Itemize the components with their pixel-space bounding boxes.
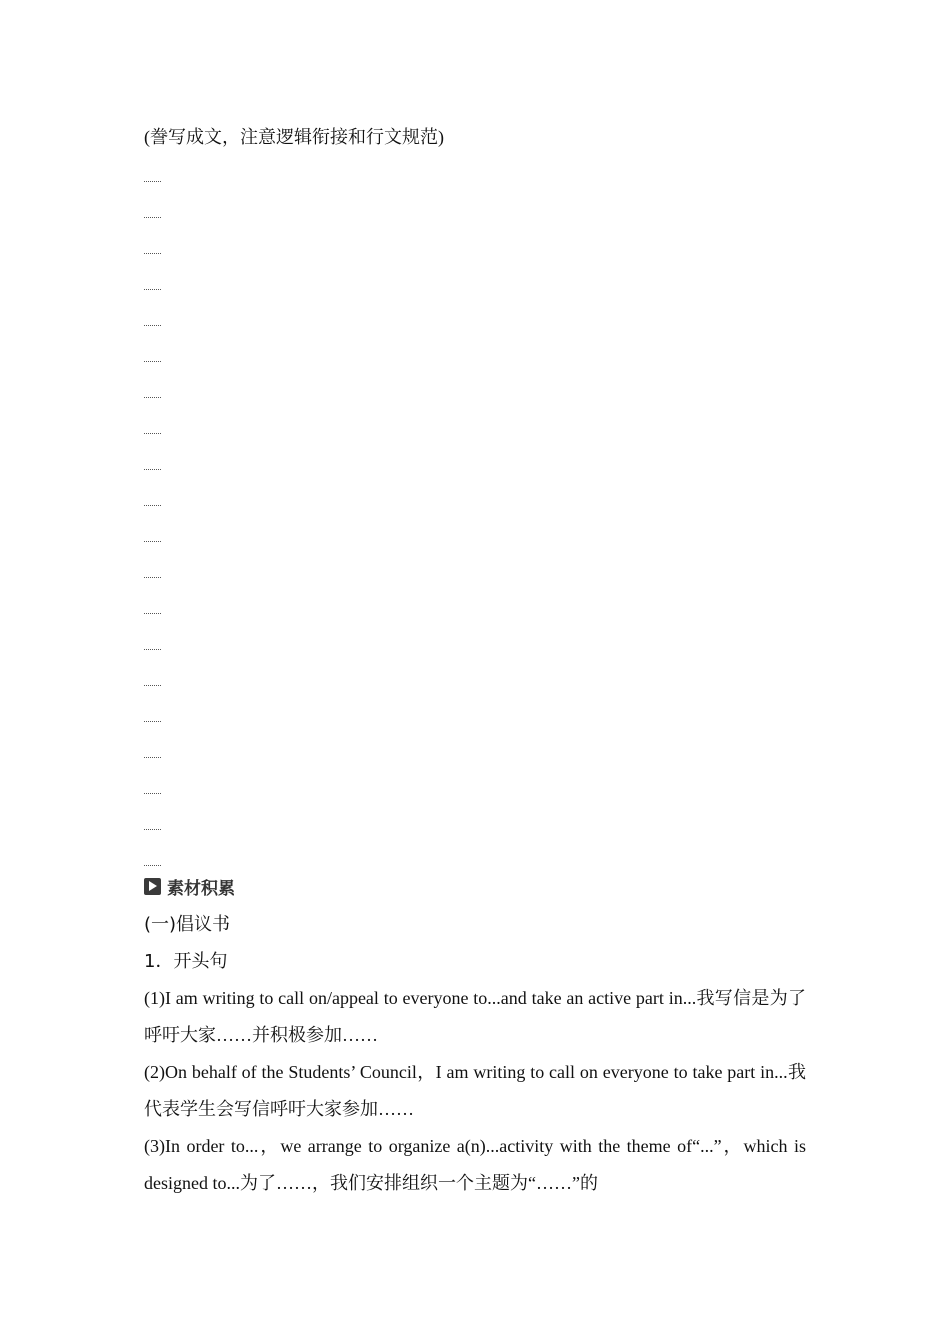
item-heading: 1．开头句: [144, 951, 228, 972]
writing-line[interactable]: [144, 386, 184, 422]
writing-instruction: (誊写成文，注意逻辑衔接和行文规范): [144, 127, 444, 147]
writing-lines: [144, 170, 184, 890]
writing-line[interactable]: [144, 278, 184, 314]
play-icon: [144, 878, 161, 895]
writing-line[interactable]: [144, 170, 184, 206]
writing-line[interactable]: [144, 818, 184, 854]
writing-line[interactable]: [144, 494, 184, 530]
section-title: 素材积累: [167, 878, 235, 899]
writing-line[interactable]: [144, 746, 184, 782]
paragraph: (2)On behalf of the Students’ Council，I am writing to call on everyone to take part in...我代表学生会写信呼吁大家参加……: [144, 1062, 806, 1119]
writing-line[interactable]: [144, 314, 184, 350]
writing-line[interactable]: [144, 206, 184, 242]
paragraph: (3)In order to...，we arrange to organize a(n)...activity with the theme of“...”，which is designed to...为了……，我们安排组织一个主题为“……”的: [144, 1136, 806, 1193]
writing-line[interactable]: [144, 530, 184, 566]
paragraph: (1)I am writing to call on/appeal to everyone to...and take an active part in...我写信是为了呼吁大家……并积极参加……: [144, 988, 806, 1045]
section-header: [144, 874, 235, 898]
writing-line[interactable]: [144, 602, 184, 638]
writing-line[interactable]: [144, 674, 184, 710]
writing-line[interactable]: [144, 638, 184, 674]
writing-line[interactable]: [144, 422, 184, 458]
writing-line[interactable]: [144, 458, 184, 494]
writing-line[interactable]: [144, 782, 184, 818]
writing-line[interactable]: [144, 710, 184, 746]
subsection-title: (一)倡议书: [144, 914, 231, 935]
writing-line[interactable]: [144, 566, 184, 602]
writing-line[interactable]: [144, 242, 184, 278]
writing-line[interactable]: [144, 350, 184, 386]
